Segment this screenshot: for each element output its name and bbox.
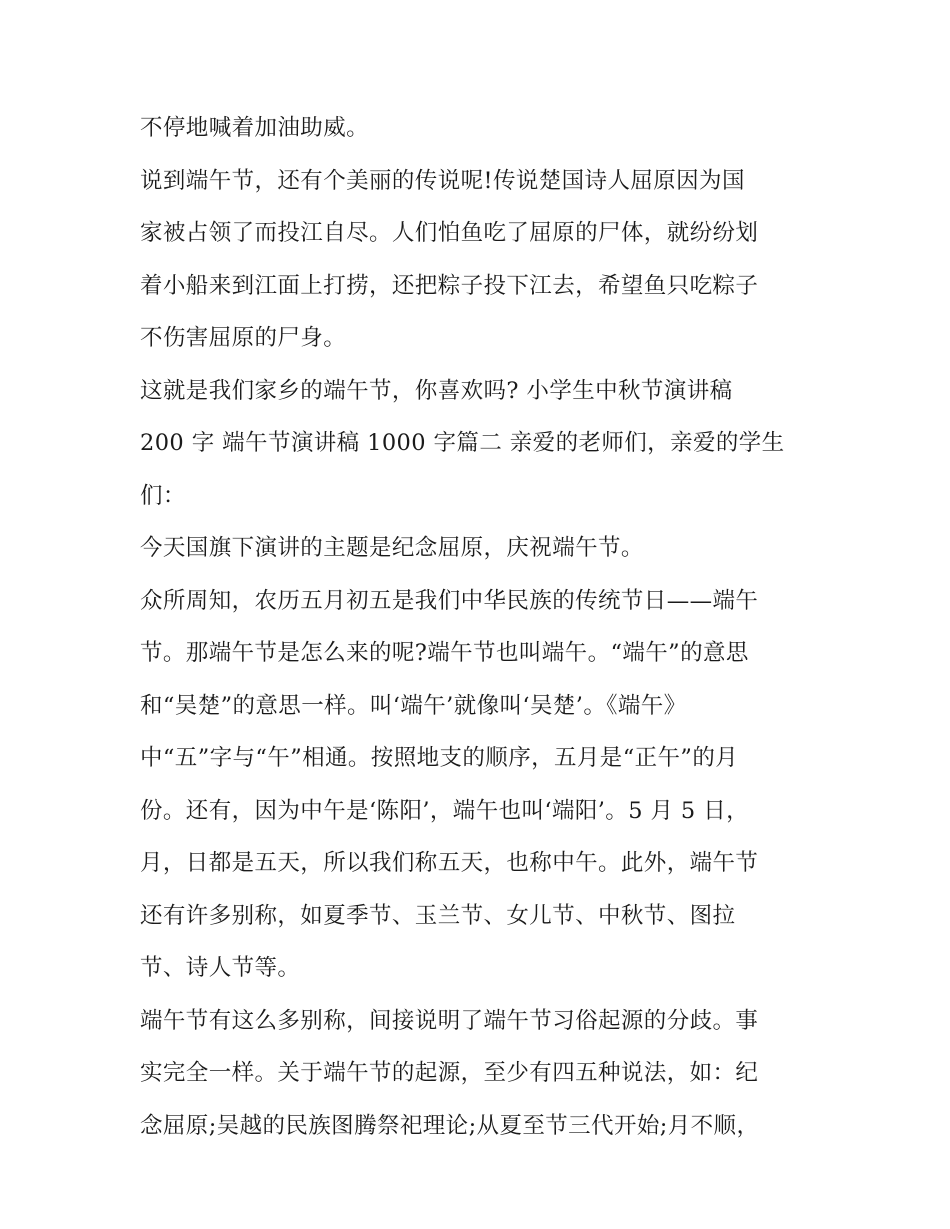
text-line: 端午节有这么多别称，间接说明了端午节习俗起源的分歧。事 <box>140 1007 759 1034</box>
text-line: 们： <box>140 482 186 509</box>
text-line: 念屈原;吴越的民族图腾祭祀理论;从夏至节三代开始;月不顺， <box>140 1112 760 1139</box>
text-line: 节、诗人节等。 <box>140 955 301 981</box>
text-line: 着小船来到江面上打捞，还把粽子投下江去，希望鱼只吃粽子 <box>140 272 759 299</box>
text-line: 实完全一样。关于端午节的起源，至少有四五种说法，如：纪 <box>140 1060 759 1086</box>
text-line: 中“五”字与“午”相通。按照地支的顺序，五月是“正午”的月 <box>140 745 739 771</box>
text-line: 200 字 端午节演讲稿 1000 字篇二 亲爱的老师们，亲爱的学生 <box>140 430 785 456</box>
text-line: 节。那端午节是怎么来的呢?端午节也叫端午。“端午”的意思 <box>140 640 749 666</box>
text-line: 份。还有，因为中午是‘陈阳’，端午也叫‘端阳’。5 月 5 日， <box>140 797 749 824</box>
text-line: 众所周知，农历五月初五是我们中华民族的传统节日——端午 <box>140 587 759 614</box>
text-line: 还有许多别称，如夏季节、玉兰节、女儿节、中秋节、图拉 <box>140 902 736 929</box>
text-line: 不伤害屈原的尸身。 <box>140 325 347 351</box>
text-line: 家被占领了而投江自尽。人们怕鱼吃了屈原的尸体，就纷纷划 <box>140 220 759 246</box>
text-line: 今天国旗下演讲的主题是纪念屈原，庆祝端午节。 <box>140 535 644 561</box>
text-line: 说到端午节，还有个美丽的传说呢!传说楚国诗人屈原因为国 <box>140 167 745 194</box>
text-line: 这就是我们家乡的端午节，你喜欢吗? 小学生中秋节演讲稿 <box>140 377 733 404</box>
text-line: 不停地喊着加油助威。 <box>140 115 370 141</box>
text-line: 月，日都是五天，所以我们称五天，也称中午。此外，端午节 <box>140 850 759 876</box>
document-body <box>140 112 820 1162</box>
text-line: 和“吴楚”的意思一样。叫‘端午’就像叫‘吴楚’。《端午》 <box>140 692 687 719</box>
